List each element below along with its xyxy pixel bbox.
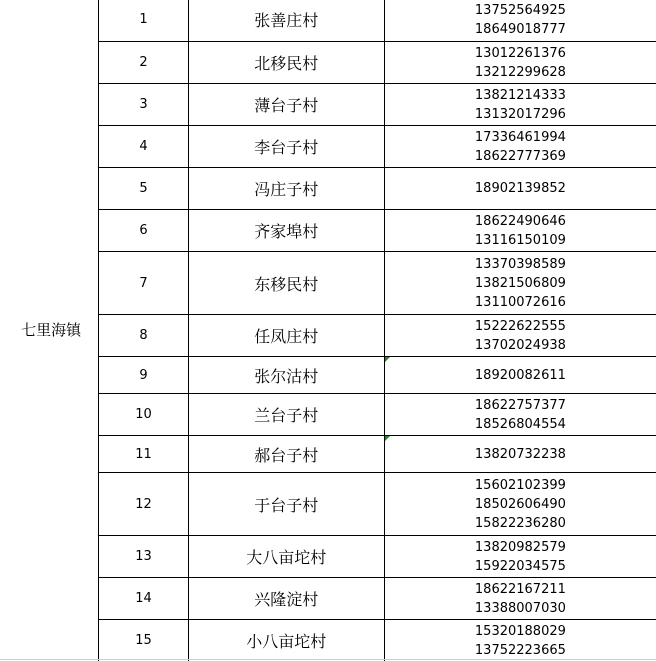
phone-number: 18526804554 bbox=[474, 416, 566, 432]
phone-number: 13821214333 bbox=[474, 87, 566, 103]
village-name-cell[interactable]: 于台子村 bbox=[188, 473, 384, 536]
phone-number: 13110072616 bbox=[474, 294, 566, 310]
row-number-cell[interactable]: 7 bbox=[99, 252, 188, 315]
phone-number: 18622777369 bbox=[474, 148, 566, 164]
table-row bbox=[4, 252, 656, 315]
village-name-cell[interactable]: 李台子村 bbox=[188, 126, 384, 168]
phone-number: 13752223665 bbox=[474, 642, 566, 658]
town-name-cell[interactable]: 七里海镇 bbox=[4, 0, 99, 661]
village-name-cell[interactable]: 兴隆淀村 bbox=[188, 578, 384, 620]
table-row bbox=[4, 578, 656, 620]
village-name-cell[interactable]: 薄台子村 bbox=[188, 84, 384, 126]
phone-numbers-cell[interactable] bbox=[384, 436, 656, 473]
village-name-cell[interactable]: 北移民村 bbox=[188, 42, 384, 84]
row-number-cell[interactable]: 10 bbox=[99, 394, 188, 436]
row-number-cell[interactable]: 8 bbox=[99, 315, 188, 357]
row-number-cell[interactable]: 4 bbox=[99, 126, 188, 168]
row-number-cell[interactable]: 11 bbox=[99, 436, 188, 473]
row-number-cell[interactable]: 9 bbox=[99, 357, 188, 394]
phone-number: 13012261376 bbox=[474, 45, 566, 61]
row-number-cell[interactable]: 2 bbox=[99, 42, 188, 84]
phone-number: 17336461994 bbox=[474, 129, 566, 145]
phone-number: 13370398589 bbox=[474, 256, 566, 272]
table-row bbox=[4, 394, 656, 436]
village-name-cell[interactable]: 东移民村 bbox=[188, 252, 384, 315]
phone-numbers-cell[interactable] bbox=[384, 357, 656, 394]
phone-number: 15922034575 bbox=[474, 558, 566, 574]
row-number-cell[interactable]: 14 bbox=[99, 578, 188, 620]
row-number-cell[interactable]: 13 bbox=[99, 536, 188, 578]
table-row bbox=[4, 620, 656, 661]
table-row bbox=[4, 168, 656, 210]
table-row bbox=[4, 0, 656, 42]
phone-numbers-cell[interactable] bbox=[384, 84, 656, 126]
phone-number: 15602102399 bbox=[474, 477, 566, 493]
phone-number: 18920082611 bbox=[474, 367, 566, 383]
phone-numbers-cell[interactable] bbox=[384, 252, 656, 315]
phone-number: 18649018777 bbox=[474, 21, 566, 37]
phone-number: 18502606490 bbox=[474, 496, 566, 512]
row-number-cell[interactable]: 1 bbox=[99, 0, 188, 42]
village-name-cell[interactable]: 冯庄子村 bbox=[188, 168, 384, 210]
phone-numbers-cell[interactable] bbox=[384, 394, 656, 436]
phone-numbers-cell[interactable] bbox=[384, 536, 656, 578]
table-row bbox=[4, 357, 656, 394]
row-number-cell[interactable]: 3 bbox=[99, 84, 188, 126]
village-name-cell[interactable]: 小八亩坨村 bbox=[188, 620, 384, 661]
cell-comment-marker-icon bbox=[385, 357, 390, 362]
village-name-cell[interactable]: 任凤庄村 bbox=[188, 315, 384, 357]
table-body bbox=[4, 0, 656, 661]
phone-number: 18902139852 bbox=[474, 181, 566, 196]
phone-number: 15320188029 bbox=[474, 623, 566, 639]
table-row bbox=[4, 42, 656, 84]
phone-numbers-cell[interactable] bbox=[384, 473, 656, 536]
phone-number: 13820732238 bbox=[474, 446, 566, 462]
table-row bbox=[4, 210, 656, 252]
sheet-bottom-rule bbox=[0, 659, 656, 660]
village-name-cell[interactable]: 张尔沽村 bbox=[188, 357, 384, 394]
table-row bbox=[4, 473, 656, 536]
phone-number: 15222622555 bbox=[474, 318, 566, 334]
phone-numbers-cell[interactable] bbox=[384, 126, 656, 168]
cell-comment-marker-icon bbox=[385, 436, 390, 441]
phone-number: 13752564925 bbox=[474, 2, 566, 18]
phone-number: 15822236280 bbox=[474, 515, 566, 531]
table-row bbox=[4, 84, 656, 126]
village-name-cell[interactable]: 郝台子村 bbox=[188, 436, 384, 473]
phone-number: 13212299628 bbox=[474, 64, 566, 80]
village-name-cell[interactable]: 兰台子村 bbox=[188, 394, 384, 436]
row-number-cell[interactable]: 15 bbox=[99, 620, 188, 661]
phone-number: 13116150109 bbox=[474, 232, 566, 248]
phone-numbers-cell[interactable] bbox=[384, 0, 656, 42]
phone-numbers-cell[interactable] bbox=[384, 315, 656, 357]
village-name-cell[interactable]: 大八亩坨村 bbox=[188, 536, 384, 578]
table-row bbox=[4, 436, 656, 473]
table-row bbox=[4, 315, 656, 357]
phone-numbers-cell[interactable] bbox=[384, 42, 656, 84]
phone-numbers-cell[interactable] bbox=[384, 168, 656, 210]
phone-numbers-cell[interactable] bbox=[384, 210, 656, 252]
phone-number: 18622490646 bbox=[474, 213, 566, 229]
phone-number: 18622167211 bbox=[474, 581, 566, 597]
row-number-cell[interactable]: 6 bbox=[99, 210, 188, 252]
phone-number: 13132017296 bbox=[474, 106, 566, 122]
row-number-cell[interactable]: 5 bbox=[99, 168, 188, 210]
table-row bbox=[4, 536, 656, 578]
phone-number: 13821506809 bbox=[474, 275, 566, 291]
phone-numbers-cell[interactable] bbox=[384, 620, 656, 661]
table-row bbox=[4, 126, 656, 168]
row-number-cell[interactable]: 12 bbox=[99, 473, 188, 536]
phone-number: 13388007030 bbox=[474, 600, 566, 616]
village-name-cell[interactable]: 齐家埠村 bbox=[188, 210, 384, 252]
phone-number: 18622757377 bbox=[474, 397, 566, 413]
phone-number: 13702024938 bbox=[474, 337, 566, 353]
phone-number: 13820982579 bbox=[474, 539, 566, 555]
village-name-cell[interactable]: 张善庄村 bbox=[188, 0, 384, 42]
village-contact-table bbox=[4, 0, 656, 661]
phone-numbers-cell[interactable] bbox=[384, 578, 656, 620]
